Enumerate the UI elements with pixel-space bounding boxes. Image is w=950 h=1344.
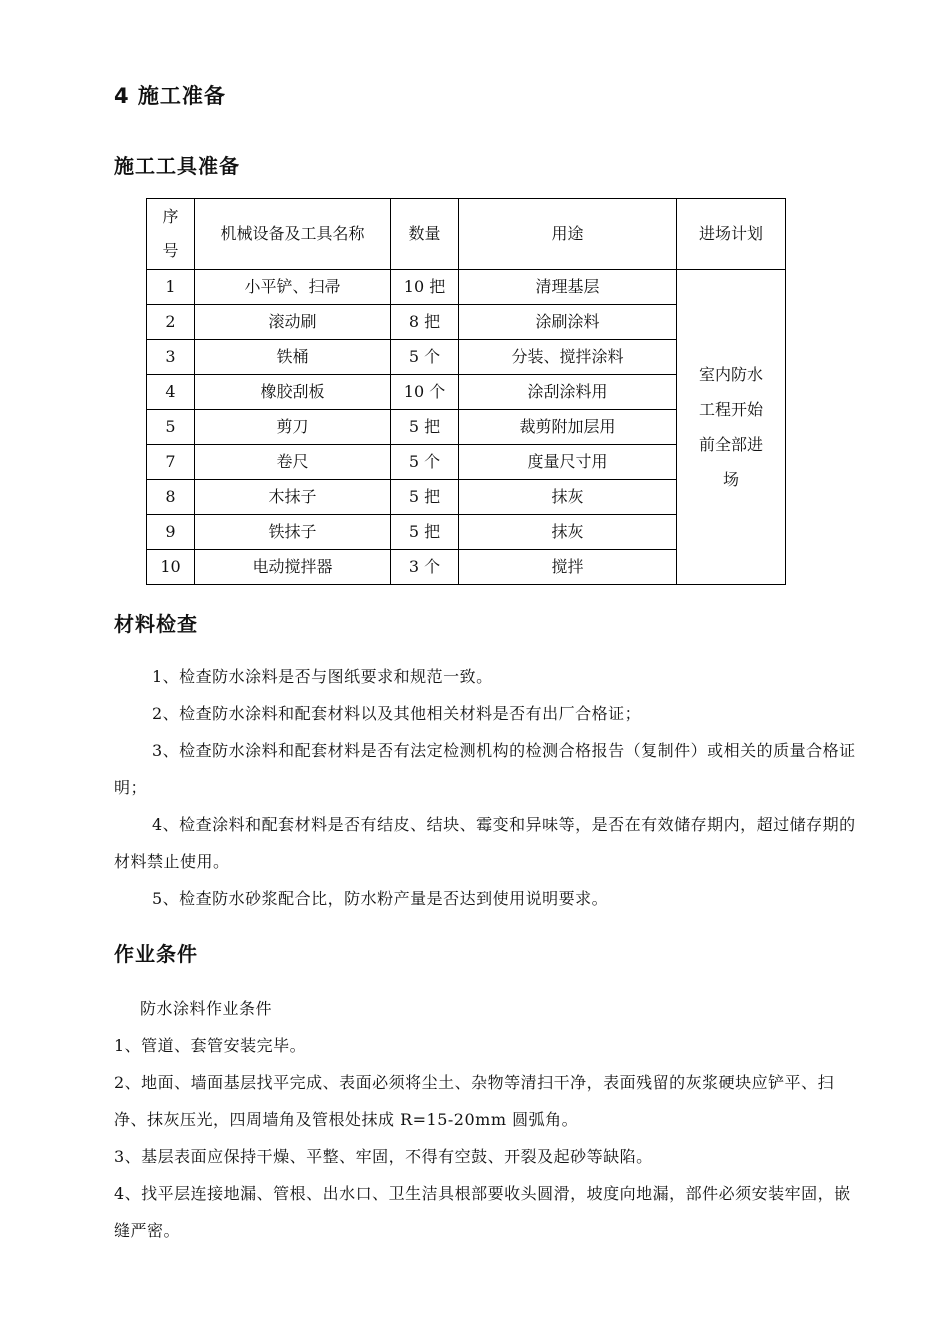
list-item: 2、检查防水涂料和配套材料以及其他相关材料是否有出厂合格证； (152, 704, 642, 723)
cell-no: 2 (147, 305, 195, 340)
cell-qty: 5 个 (391, 445, 459, 480)
plan-line: 场 (722, 470, 739, 489)
cell-use: 度量尺寸用 (459, 445, 677, 480)
cell-name: 剪刀 (195, 410, 391, 445)
cell-use: 分装、搅拌涂料 (459, 340, 677, 375)
cell-qty: 5 个 (391, 340, 459, 375)
cell-use: 涂刷涂料 (459, 305, 677, 340)
table-header-row (147, 199, 786, 270)
list-item: 3、检查防水涂料和配套材料是否有法定检测机构的检测合格报告（复制件）或相关的质量合格证明； (114, 741, 856, 797)
plan-line: 室内防水 (698, 365, 763, 384)
cell-use: 抹灰 (459, 515, 677, 550)
material-check-list (114, 658, 864, 917)
cell-name: 电动搅拌器 (195, 550, 391, 585)
cell-no: 5 (147, 410, 195, 445)
list-item: 2、地面、墙面基层找平完成、表面必须将尘土、杂物等清扫干净，表面残留的灰浆硬块应铲平、扫净、抹灰压光，四周墙角及管根处抹成 R=15-20mm 圆弧角。 (114, 1073, 835, 1129)
header-plan: 进场计划 (677, 199, 786, 270)
section-heading-conditions: 作业条件 (114, 942, 198, 966)
cell-no: 9 (147, 515, 195, 550)
cell-no: 8 (147, 480, 195, 515)
subtitle: 防水涂料作业条件 (140, 999, 273, 1018)
list-item: 4、找平层连接地漏、管根、出水口、卫生洁具根部要收头圆滑，坡度向地漏，部件必须安装牢固，嵌缝严密。 (114, 1184, 851, 1240)
cell-name: 小平铲、扫帚 (195, 270, 391, 305)
cell-no: 7 (147, 445, 195, 480)
cell-qty: 3 个 (391, 550, 459, 585)
cell-qty: 5 把 (391, 515, 459, 550)
list-item: 3、基层表面应保持干燥、平整、牢固，不得有空鼓、开裂及起砂等缺陷。 (114, 1147, 653, 1166)
section-heading-tools: 施工工具准备 (114, 154, 240, 178)
cell-qty: 5 把 (391, 410, 459, 445)
list-item: 1、检查防水涂料是否与图纸要求和规范一致。 (152, 667, 493, 686)
header-no: 序号 (147, 199, 195, 270)
cell-plan (677, 270, 786, 585)
cell-no: 4 (147, 375, 195, 410)
cell-qty: 10 把 (391, 270, 459, 305)
cell-name: 橡胶刮板 (195, 375, 391, 410)
cell-use: 搅拌 (459, 550, 677, 585)
cell-qty: 8 把 (391, 305, 459, 340)
list-item: 5、检查防水砂浆配合比，防水粉产量是否达到使用说明要求。 (152, 889, 609, 908)
cell-use: 涂刮涂料用 (459, 375, 677, 410)
list-item: 4、检查涂料和配套材料是否有结皮、结块、霉变和异味等，是否在有效储存期内，超过储存期的材料禁止使用。 (114, 815, 856, 871)
list-item: 1、管道、套管安装完毕。 (114, 1036, 307, 1055)
header-qty: 数量 (391, 199, 459, 270)
cell-name: 卷尺 (195, 445, 391, 480)
plan-line: 前全部进 (698, 435, 763, 454)
plan-line: 工程开始 (698, 400, 763, 419)
cell-use: 裁剪附加层用 (459, 410, 677, 445)
header-use: 用途 (459, 199, 677, 270)
cell-name: 铁抹子 (195, 515, 391, 550)
cell-qty: 5 把 (391, 480, 459, 515)
cell-qty: 10 个 (391, 375, 459, 410)
table-row (147, 270, 786, 305)
cell-no: 10 (147, 550, 195, 585)
work-conditions-list (114, 990, 864, 1249)
tools-table (146, 198, 786, 585)
cell-name: 铁桶 (195, 340, 391, 375)
cell-use: 抹灰 (459, 480, 677, 515)
header-name: 机械设备及工具名称 (195, 199, 391, 270)
chapter-heading: 4 施工准备 (114, 84, 226, 108)
cell-name: 木抹子 (195, 480, 391, 515)
cell-use: 清理基层 (459, 270, 677, 305)
cell-no: 3 (147, 340, 195, 375)
section-heading-material: 材料检查 (114, 612, 198, 636)
cell-name: 滚动刷 (195, 305, 391, 340)
cell-no: 1 (147, 270, 195, 305)
